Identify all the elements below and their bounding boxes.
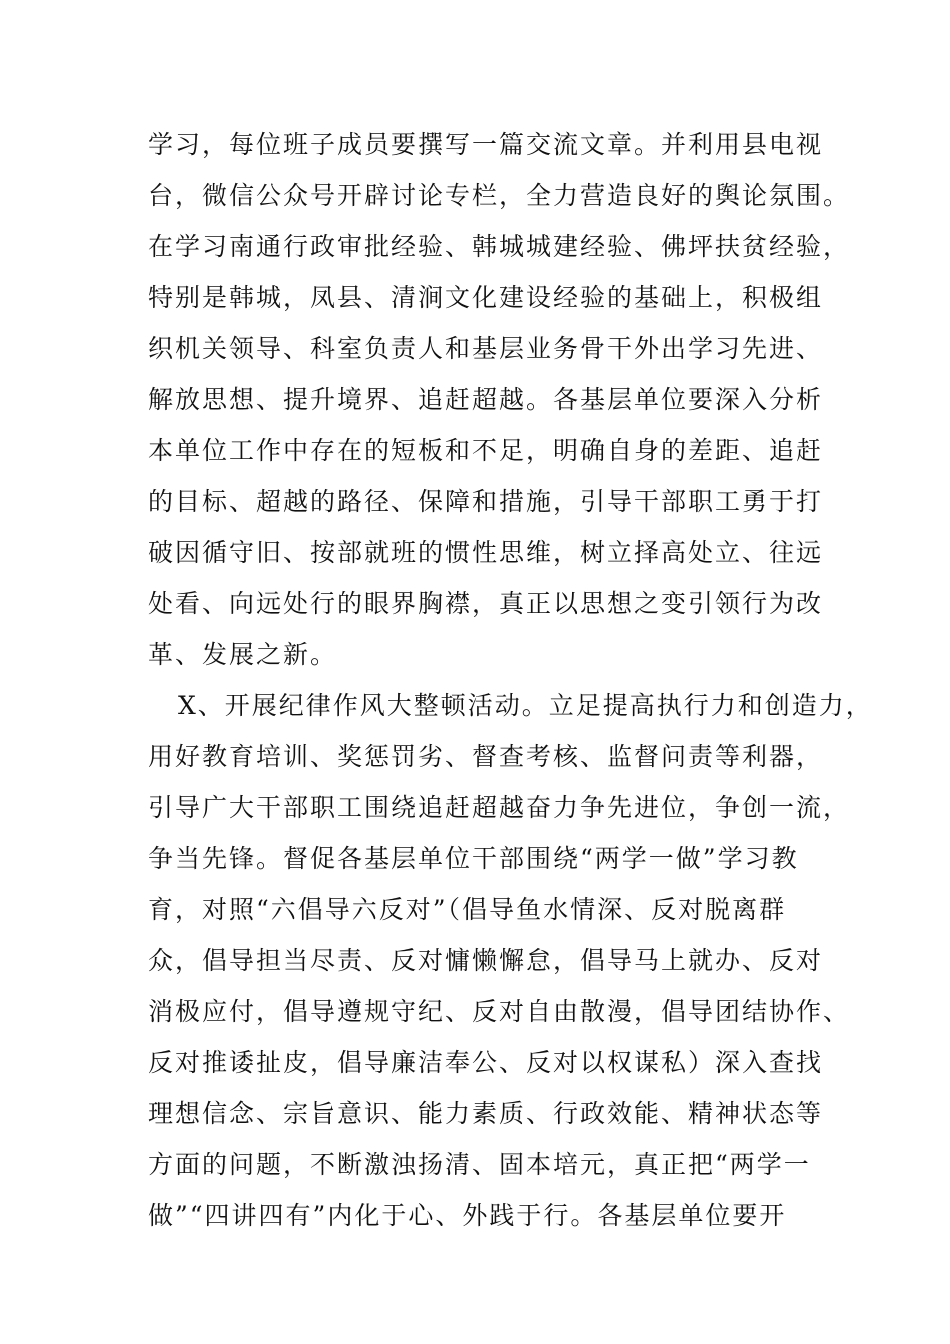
text-line-2: 台，微信公众号开辟讨论专栏，全力营造良好的舆论氛围。 <box>148 181 851 210</box>
text-line-10: 处看、向远处行的眼界胸襟，真正以思想之变引领行为改 <box>148 589 824 618</box>
text-line-22: 做”“四讲四有”内化于心、外践于行。各基层单位要开 <box>148 1201 787 1230</box>
text-line-19: 反对推诿扯皮，倡导廉洁奉公、反对以权谋私）深入查找 <box>148 1048 824 1077</box>
text-line-11: 革、发展之新。 <box>148 640 338 669</box>
text-line-7: 本单位工作中存在的短板和不足，明确自身的差距、追赶 <box>148 436 824 465</box>
text-line-3: 在学习南通行政审批经验、韩城城建经验、佛坪扶贫经验， <box>148 232 851 261</box>
text-line-12: X、开展纪律作风大整顿活动。立足提高执行力和创造力， <box>178 691 873 720</box>
text-line-15: 争当先锋。督促各基层单位干部围绕“两学一做”学习教 <box>148 844 799 873</box>
text-line-6: 解放思想、提升境界、追赶超越。各基层单位要深入分析 <box>148 385 824 414</box>
text-line-4: 特别是韩城，凤县、清涧文化建设经验的基础上，积极组 <box>148 283 824 312</box>
text-line-5: 织机关领导、科室负责人和基层业务骨干外出学习先进、 <box>148 334 824 363</box>
text-line-1: 学习，每位班子成员要撰写一篇交流文章。并利用县电视 <box>148 130 824 159</box>
text-line-16: 育，对照“六倡导六反对”（倡导鱼水情深、反对脱离群 <box>148 895 787 924</box>
text-line-17: 众，倡导担当尽责、反对慵懒懈怠，倡导马上就办、反对 <box>148 946 824 975</box>
text-line-18: 消极应付，倡导遵规守纪、反对自由散漫，倡导团结协作、 <box>148 997 851 1026</box>
text-line-8: 的目标、超越的路径、保障和措施，引导干部职工勇于打 <box>148 487 824 516</box>
text-line-13: 用好教育培训、奖惩罚劣、督查考核、监督问责等利器， <box>148 742 824 771</box>
text-line-21: 方面的问题，不断激浊扬清、固本培元，真正把“两学一 <box>148 1150 811 1179</box>
text-line-20: 理想信念、宗旨意识、能力素质、行政效能、精神状态等 <box>148 1099 824 1128</box>
text-line-14: 引导广大干部职工围绕追赶超越奋力争先进位，争创一流， <box>148 793 851 822</box>
text-line-9: 破因循守旧、按部就班的惯性思维，树立择高处立、往远 <box>148 538 824 567</box>
